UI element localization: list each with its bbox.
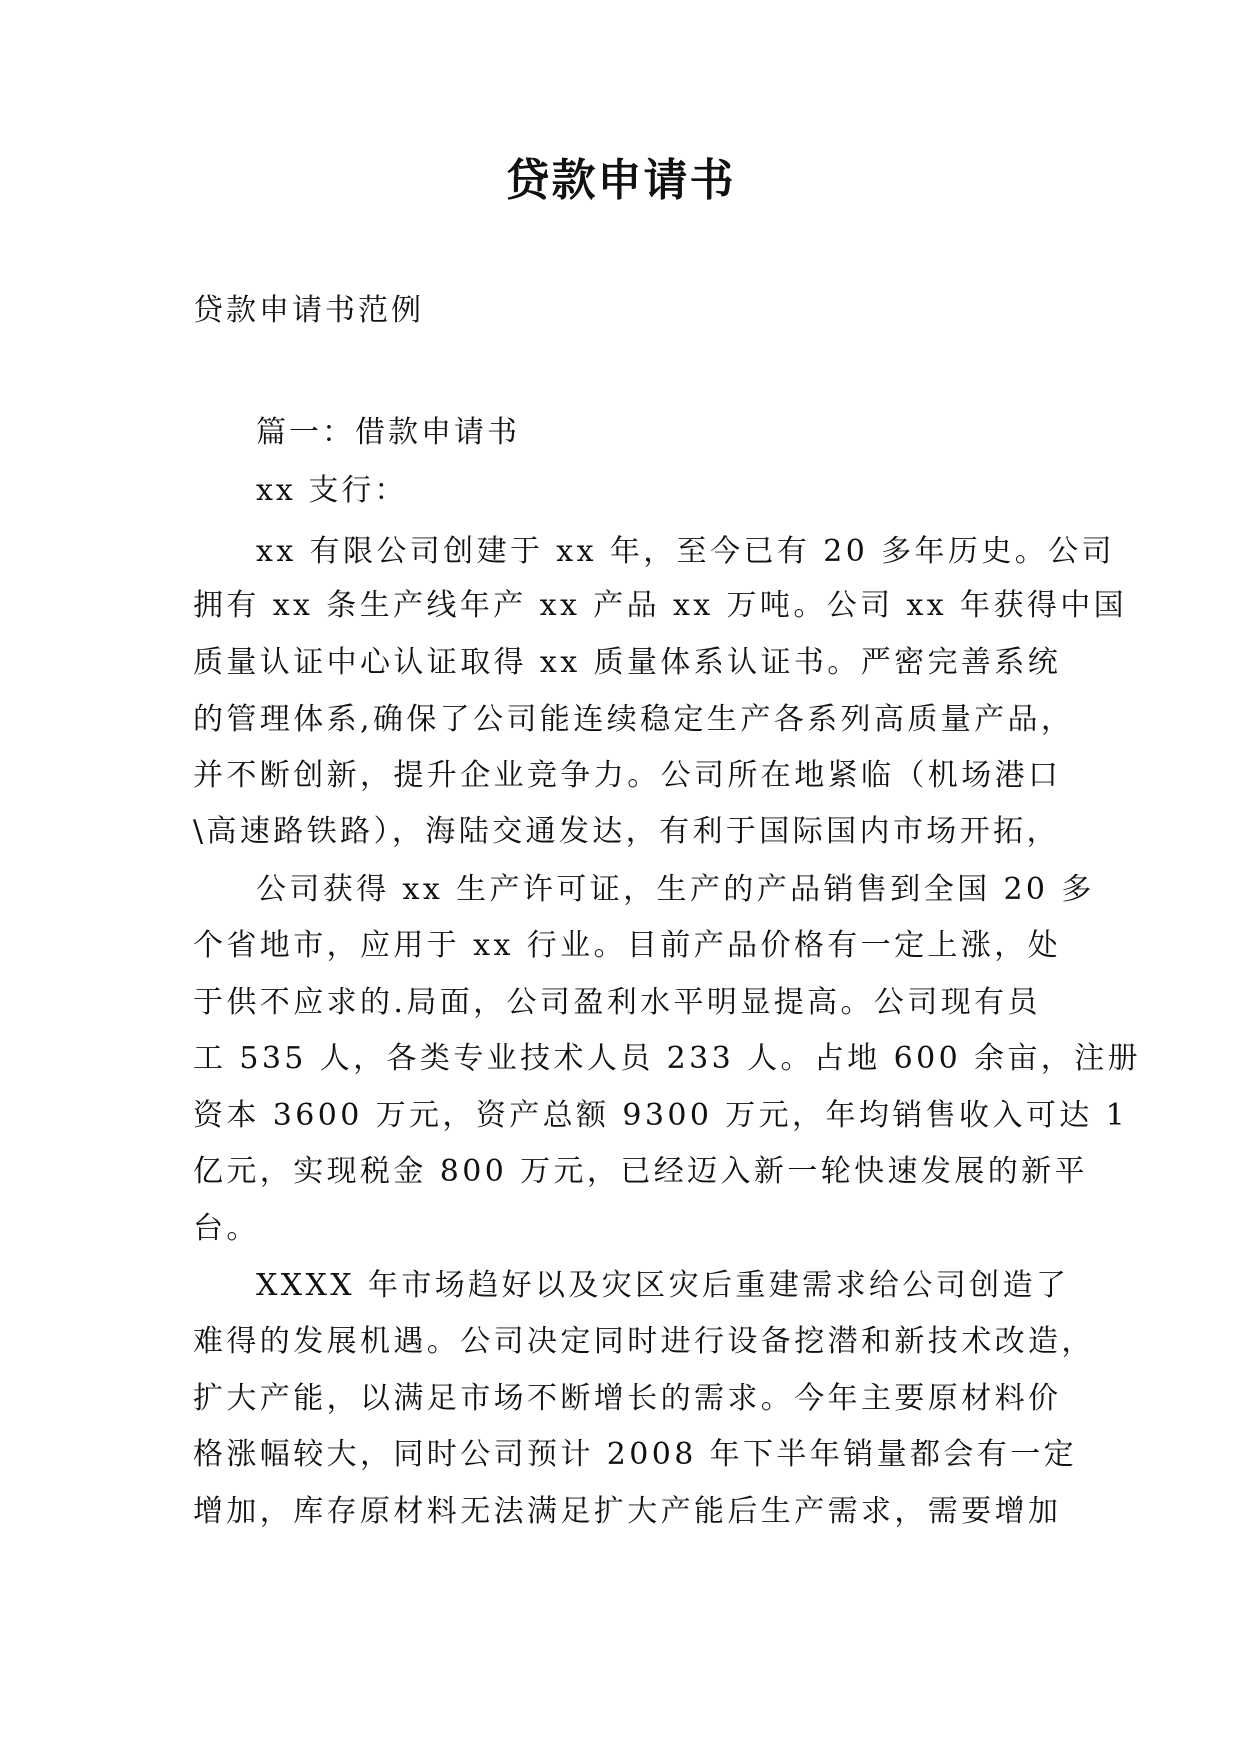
- section-heading: 篇一：借款申请书: [256, 415, 520, 450]
- body-line: 难得的发展机遇。公司决定同时进行设备挖潜和新技术改造，: [193, 1324, 1095, 1359]
- body-line: 质量认证中心认证取得 xx 质量体系认证书。严密完善系统: [193, 645, 1062, 680]
- body-line: 的管理体系,确保了公司能连续稳定生产各系列高质量产品，: [193, 702, 1075, 737]
- body-line: xx 有限公司创建于 xx 年，至今已有 20 多年历史。公司: [256, 534, 1115, 569]
- body-line: 扩大产能，以满足市场不断增长的需求。今年主要原材料价: [193, 1381, 1062, 1416]
- addressee-line: xx 支行：: [256, 473, 408, 508]
- body-line: 资本 3600 万元，资产总额 9300 万元，年均销售收入可达 1: [193, 1098, 1129, 1133]
- body-line: 于供不应求的.局面，公司盈利水平明显提高。公司现有员: [193, 985, 1041, 1020]
- body-line: 亿元，实现税金 800 万元，已经迈入新一轮快速发展的新平: [193, 1154, 1088, 1189]
- body-line: XXXX 年市场趋好以及灾区灾后重建需求给公司创造了: [256, 1268, 1070, 1303]
- document-title: 贷款申请书: [505, 155, 736, 206]
- body-line: \高速路铁路），海陆交通发达，有利于国际国内市场开拓，: [193, 814, 1060, 849]
- body-line: 公司获得 xx 生产许可证，生产的产品销售到全国 20 多: [256, 872, 1095, 907]
- body-line: 并不断创新，提升企业竞争力。公司所在地紧临（机场港口: [193, 758, 1062, 793]
- body-line: 工 535 人，各类专业技术人员 233 人。占地 600 余亩，注册: [193, 1041, 1141, 1076]
- body-line: 拥有 xx 条生产线年产 xx 产品 xx 万吨。公司 xx 年获得中国: [193, 588, 1128, 623]
- body-line: 台。: [193, 1211, 260, 1246]
- document-subtitle: 贷款申请书范例: [193, 293, 424, 328]
- body-line: 格涨幅较大，同时公司预计 2008 年下半年销量都会有一定: [193, 1437, 1078, 1472]
- body-line: 个省地市，应用于 xx 行业。目前产品价格有一定上涨，处: [193, 928, 1062, 963]
- body-line: 增加，库存原材料无法满足扩大产能后生产需求，需要增加: [193, 1494, 1062, 1529]
